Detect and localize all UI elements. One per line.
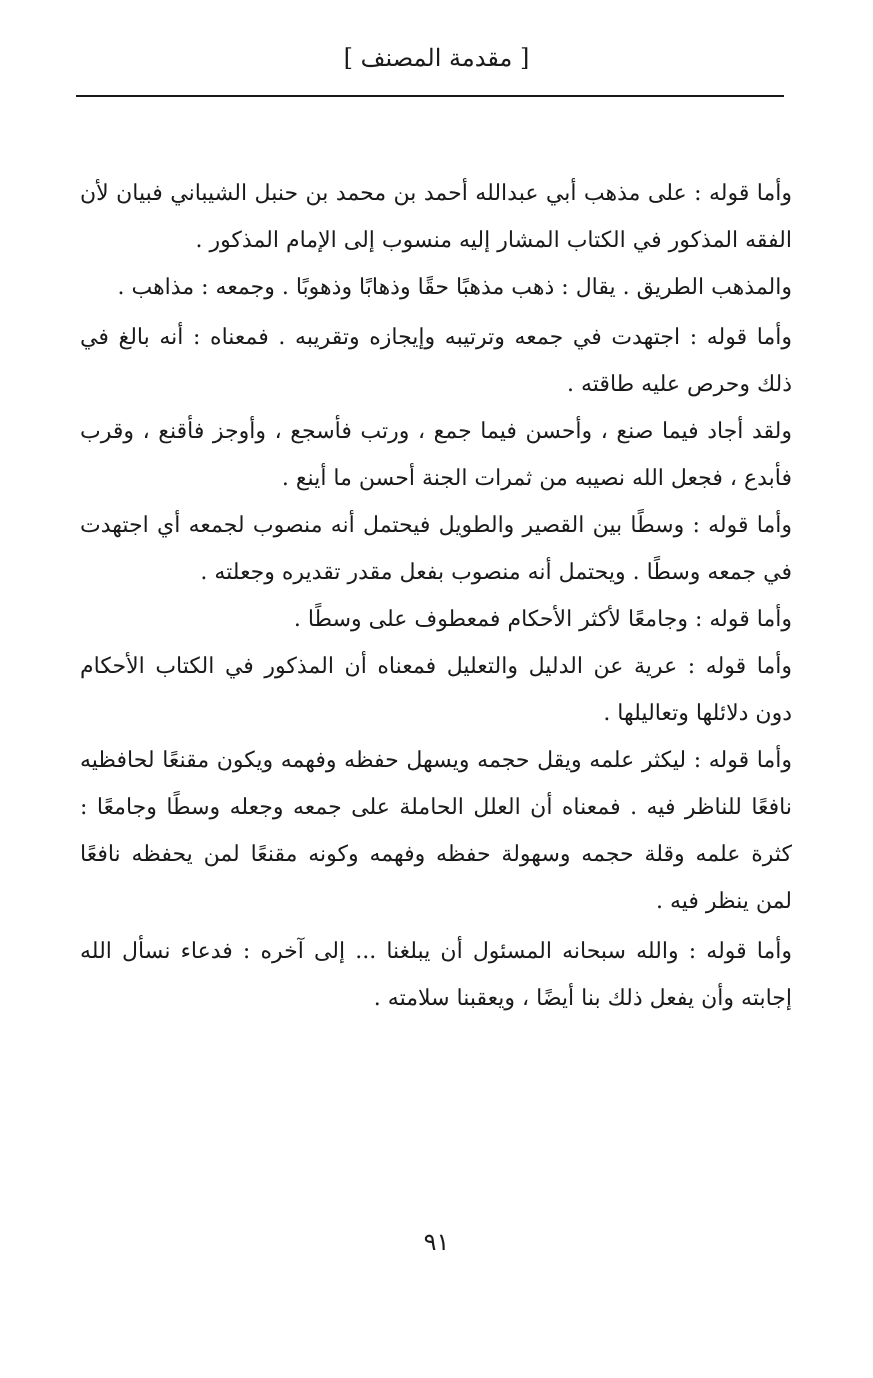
page-number: ٩١ [423,1228,450,1256]
paragraph: وأما قوله : والله سبحانه المسئول أن يبلغنا ... إلى آخره : فدعاء نسأل الله إجابته وأن يفعل ذلك بنا أيضًا ، ويعقبنا سلامته . [80,939,792,1011]
paragraph: وأما قوله : ليكثر علمه ويقل حجمه ويسهل حفظه وفهمه ويكون مقنعًا لحافظيه نافعًا للناظر فيه . فمعناه أن العلل الحاملة على جمعه وجعله وسطًا وجامعًا : كثرة علمه وقلة حجمه وسهولة حفظه وفهمه وكونه مقنعًا لمن يحفظه نافعًا لمن ينظر فيه . [80,748,792,914]
paragraph: وأما قوله : عرية عن الدليل والتعليل فمعناه أن المذكور في الكتاب الأحكام دون دلائلها وتعاليلها . [80,654,792,726]
paragraph: وأما قوله : اجتهدت في جمعه وترتيبه وإيجازه وتقريبه . فمعناه : أنه بالغ في ذلك وحرص عليه طاقته . [80,325,792,397]
running-header: [ مقدمة المصنف ] [343,44,530,72]
paragraph: ولقد أجاد فيما صنع ، وأحسن فيما جمع ، ورتب فأسجع ، وأوجز فأقنع ، وقرب فأبدع ، فجعل الله نصيبه من ثمرات الجنة أحسن ما أينع . [80,419,792,491]
paragraph: والمذهب الطريق . يقال : ذهب مذهبًا حقًا وذهابًا وذهوبًا . وجمعه : مذاهب . [117,275,792,300]
body-text [80,170,792,1022]
paragraph: وأما قوله : وسطًا بين القصير والطويل فيحتمل أنه منصوب لجمعه أي اجتهدت في جمعه وسطًا . ويحتمل أنه منصوب بفعل مقدر تقديره وجعلته . [80,513,792,585]
paragraph: وأما قوله : على مذهب أبي عبدالله أحمد بن محمد بن حنبل الشيباني فبيان لأن الفقه المذكور في الكتاب المشار إليه منسوب إلى الإمام المذكور . [80,181,792,253]
header-rule [76,95,784,97]
paragraph: وأما قوله : وجامعًا لأكثر الأحكام فمعطوف على وسطًا . [293,607,792,632]
